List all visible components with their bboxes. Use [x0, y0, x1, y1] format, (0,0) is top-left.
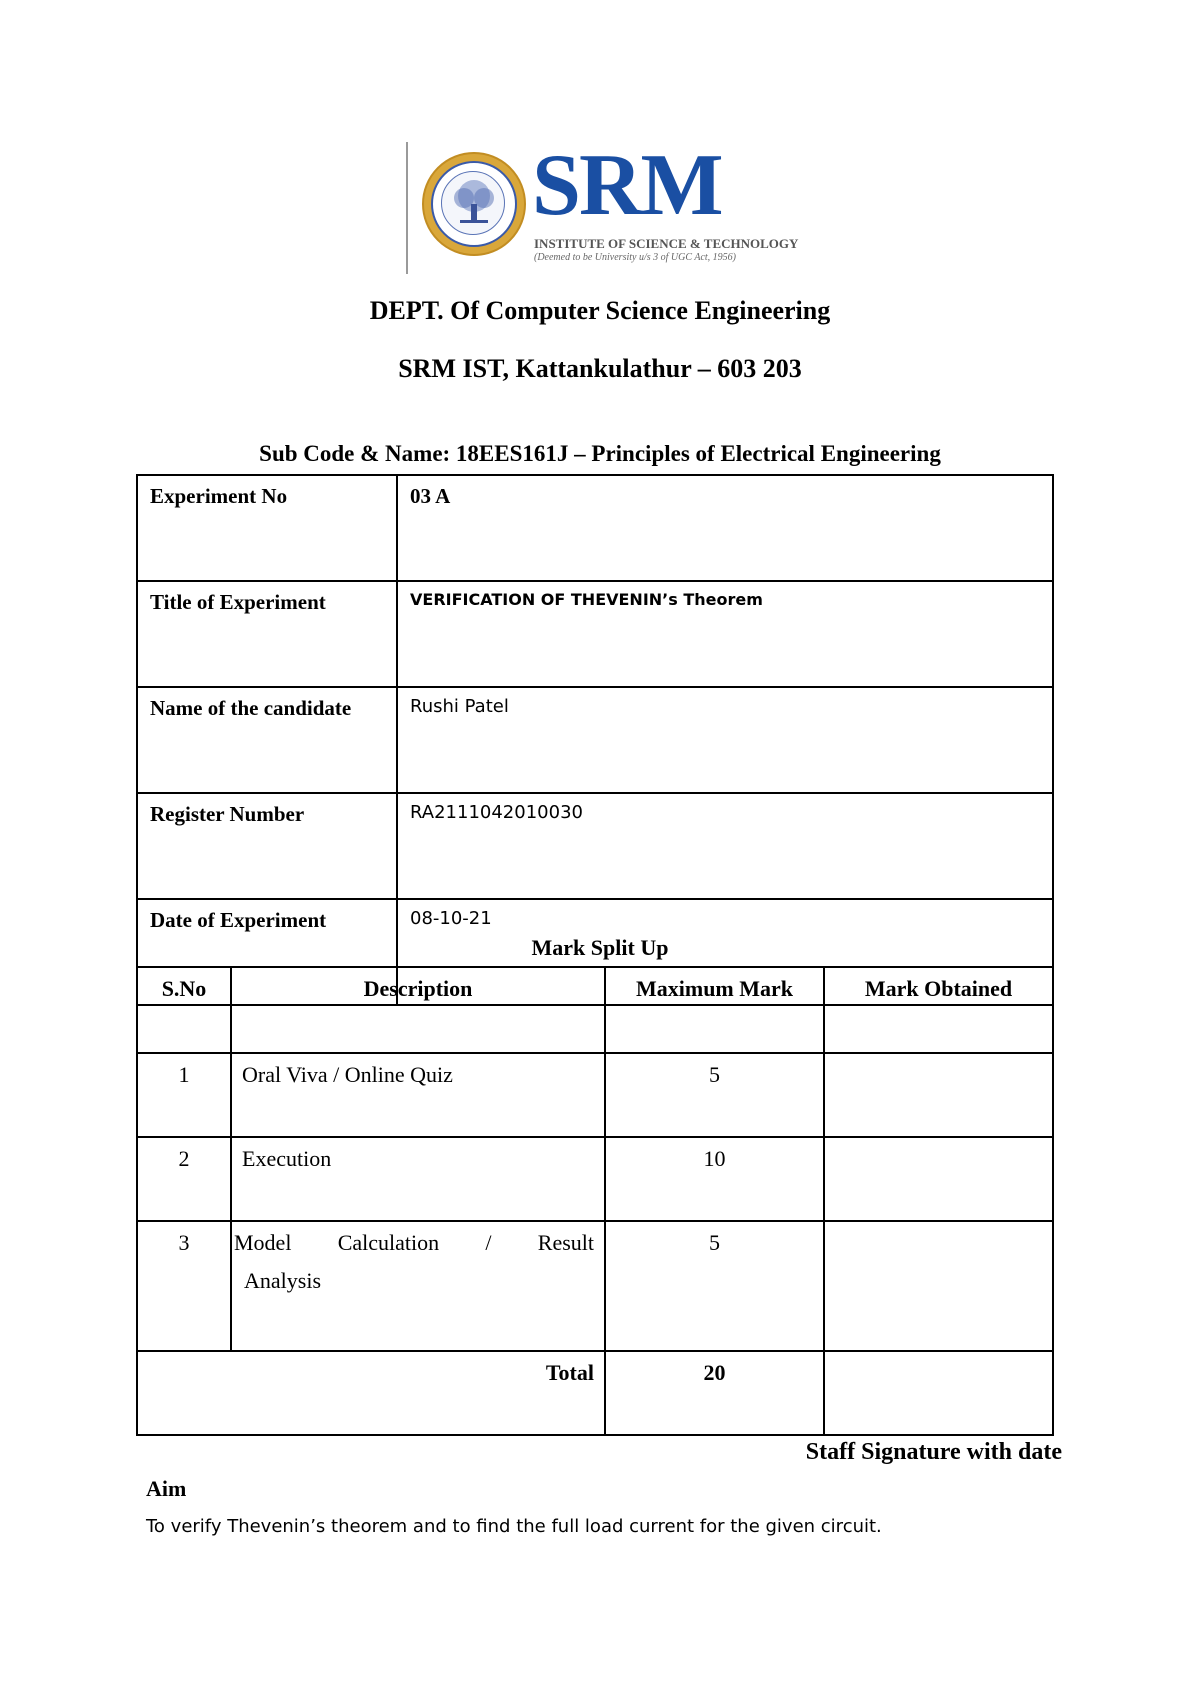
- total-value: 20: [605, 1351, 824, 1435]
- aim-text: To verify Thevenin’s theorem and to find the full load current for the given circuit.: [146, 1516, 882, 1537]
- candidate-name-value: Rushi Patel: [397, 687, 1053, 793]
- info-label: Date of Experiment: [137, 899, 397, 1005]
- sno-cell: 1: [137, 1053, 231, 1137]
- logo-tagline: (Deemed to be University u/s 3 of UGC Act, 1956): [534, 252, 736, 263]
- description-line: Model Calculation / Result: [234, 1230, 594, 1255]
- info-label: Name of the candidate: [137, 687, 397, 793]
- mark-obtained-cell: [824, 1137, 1053, 1221]
- column-header: Maximum Mark: [605, 967, 824, 1053]
- sno-cell: 2: [137, 1137, 231, 1221]
- register-number-value: RA2111042010030: [397, 793, 1053, 899]
- table-row: [137, 475, 1053, 581]
- column-header: S.No: [137, 967, 231, 1053]
- column-header: Description: [231, 967, 605, 1053]
- aim-heading: Aim: [146, 1476, 187, 1501]
- description-line: Analysis: [244, 1268, 321, 1293]
- table-row: [137, 793, 1053, 899]
- table-row: [137, 1053, 1053, 1137]
- institution-heading: SRM IST, Kattankulathur – 603 203: [398, 354, 802, 383]
- max-mark-cell: 10: [605, 1137, 824, 1221]
- subject-line: Sub Code & Name: 18EES161J – Principles of Electrical Engineering: [259, 441, 941, 466]
- marks-table: [136, 966, 1054, 1436]
- max-mark-cell: 5: [605, 1221, 824, 1351]
- total-obtained-cell: [824, 1351, 1053, 1435]
- experiment-no-value: 03 A: [397, 475, 1053, 581]
- table-header-row: [137, 967, 1053, 1053]
- mark-split-title: Mark Split Up: [531, 935, 669, 960]
- dept-heading: DEPT. Of Computer Science Engineering: [369, 296, 831, 325]
- mark-obtained-cell: [824, 1221, 1053, 1351]
- staff-signature-label: Staff Signature with date: [805, 1439, 1062, 1465]
- info-label: Experiment No: [137, 475, 397, 581]
- total-label: Total: [137, 1351, 605, 1435]
- srm-logo: [406, 137, 799, 274]
- logo-divider: [406, 142, 408, 274]
- info-label: Register Number: [137, 793, 397, 899]
- description-cell: Execution: [231, 1137, 605, 1221]
- mark-obtained-cell: [824, 1053, 1053, 1137]
- description-cell: Oral Viva / Online Quiz: [231, 1053, 605, 1137]
- logo-subtitle: INSTITUTE OF SCIENCE & TECHNOLOGY: [534, 236, 799, 251]
- table-row: [137, 1137, 1053, 1221]
- date-value: 08-10-21: [397, 899, 1053, 1005]
- info-label: Title of Experiment: [137, 581, 397, 687]
- description-cell: [231, 1221, 605, 1351]
- table-row: [137, 687, 1053, 793]
- seal-icon: [422, 152, 526, 256]
- max-mark-cell: 5: [605, 1053, 824, 1137]
- table-row: [137, 581, 1053, 687]
- experiment-info-table: [136, 474, 1054, 1006]
- tree-icon: [440, 168, 508, 236]
- table-row: [137, 1221, 1053, 1351]
- experiment-title-value: VERIFICATION OF THEVENIN’s Theorem: [397, 581, 1053, 687]
- column-header: Mark Obtained: [824, 967, 1053, 1053]
- logo-wordmark: SRM: [532, 137, 722, 234]
- total-row: [137, 1351, 1053, 1435]
- sno-cell: 3: [137, 1221, 231, 1351]
